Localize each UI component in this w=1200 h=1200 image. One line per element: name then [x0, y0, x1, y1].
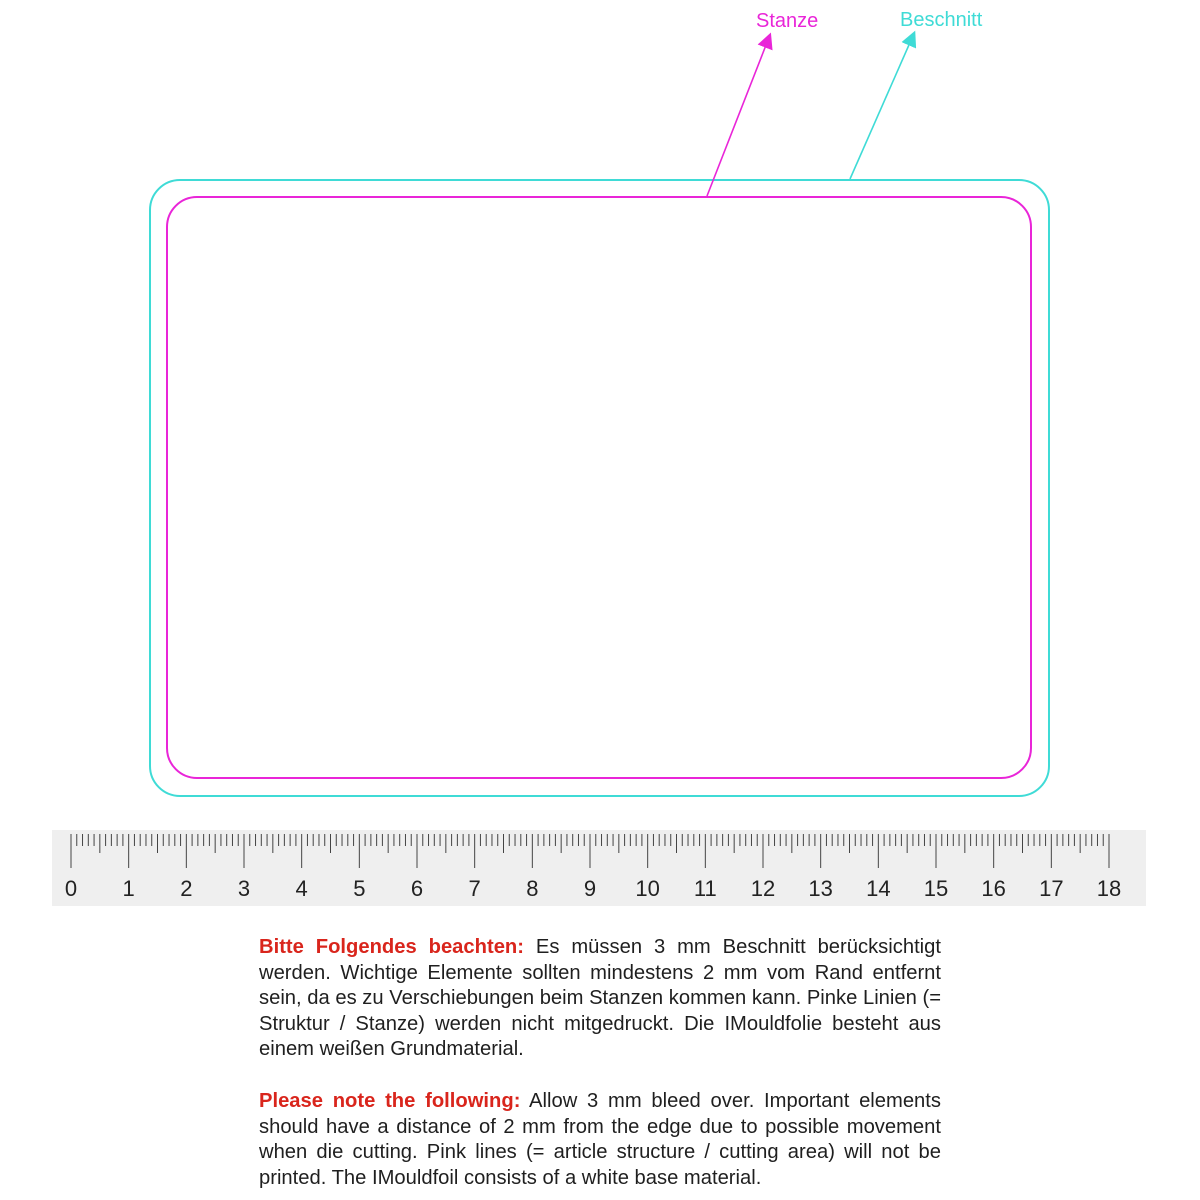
ruler-number: 0	[64, 876, 78, 901]
stanze-outline	[167, 197, 1031, 778]
ruler-number: 17	[1039, 876, 1064, 901]
ruler-number: 5	[353, 876, 366, 901]
beschnitt-outline	[150, 180, 1049, 796]
note-german-lead: Bitte Folgendes beachten:	[259, 936, 524, 958]
note-english-body: Allow 3 mm bleed over. Important elements should have a distance of 2 mm from the edge due to possible movement when die cutting. Pink lines (= article structure / cutting area) will not be printed. The IMouldfoil consists of a white base material.	[259, 1090, 941, 1189]
beschnitt-leader-arrow	[850, 38, 912, 179]
note-german	[259, 935, 941, 1063]
ruler-number: 6	[410, 876, 424, 901]
stanze-leader-arrow	[707, 40, 768, 196]
ruler-number: 11	[693, 876, 717, 901]
beschnitt-label: Beschnitt	[900, 9, 983, 31]
ruler-number: 3	[237, 876, 251, 901]
ruler-number: 13	[808, 876, 833, 901]
ruler-number: 16	[981, 876, 1006, 901]
ruler-number: 12	[750, 876, 776, 901]
ruler-number: 15	[923, 876, 949, 901]
ruler	[52, 830, 1146, 906]
ruler-number: 8	[526, 876, 539, 901]
ruler-number: 1	[122, 876, 135, 901]
ruler-number: 10	[635, 876, 660, 901]
stanze-label: Stanze	[756, 10, 819, 32]
ruler-number: 4	[295, 876, 308, 901]
ruler-number: 14	[866, 876, 891, 901]
ruler-number: 9	[583, 876, 597, 901]
note-german-body: Es müssen 3 mm Beschnitt berücksichtigt werden. Wichtige Elemente sollten mindestens 2 mm vom Rand entfernt sein, da es zu Verschiebungen beim Stanzen kommen kann. Pinke Linien (= Struktur / Stanze) werden nicht mitgedruckt. Die IMouldfolie besteht aus einem weißen Grundmaterial.	[259, 936, 942, 1061]
ruler-number: 2	[180, 876, 193, 901]
note-english-lead: Please note the following:	[259, 1090, 521, 1112]
ruler-number: 18	[1096, 876, 1122, 901]
ruler-number: 7	[468, 876, 481, 901]
ruler-numbers	[65, 876, 1121, 901]
ruler-ticks	[71, 834, 1109, 868]
note-english	[259, 1089, 941, 1191]
